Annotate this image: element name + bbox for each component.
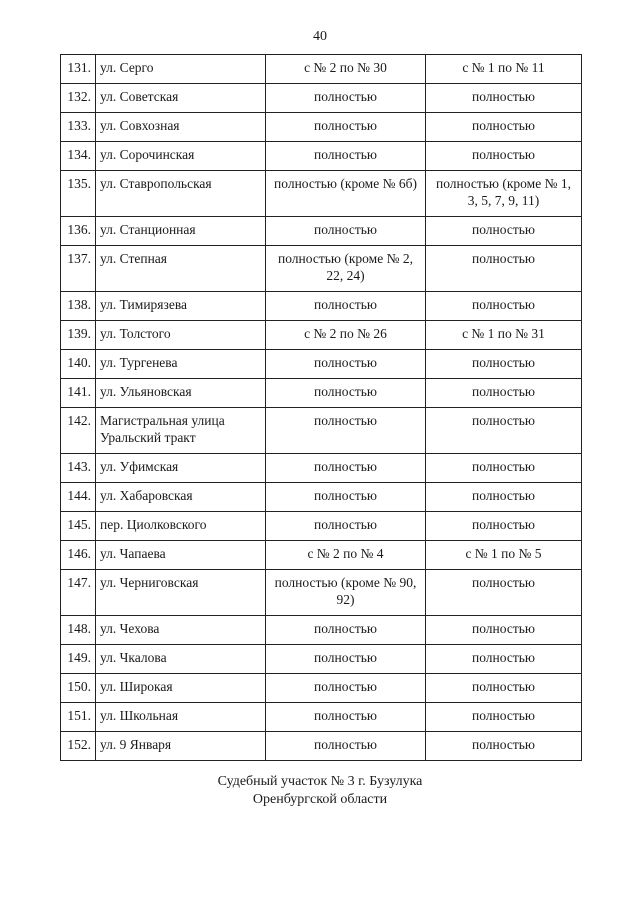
table-row — [61, 616, 582, 645]
street-table-body — [61, 55, 582, 761]
even-houses: с № 2 по № 26 — [266, 321, 426, 350]
table-row — [61, 732, 582, 761]
row-number: 138. — [61, 292, 96, 321]
even-houses: с № 2 по № 4 — [266, 541, 426, 570]
street-name: ул. Чехова — [96, 616, 266, 645]
table-row — [61, 246, 582, 292]
even-houses: полностью — [266, 292, 426, 321]
even-houses: полностью — [266, 512, 426, 541]
even-houses: полностью — [266, 350, 426, 379]
even-houses: полностью — [266, 379, 426, 408]
row-number: 152. — [61, 732, 96, 761]
odd-houses: полностью — [426, 616, 582, 645]
street-name: ул. Совхозная — [96, 113, 266, 142]
odd-houses: полностью — [426, 483, 582, 512]
street-name: ул. Ульяновская — [96, 379, 266, 408]
row-number: 132. — [61, 84, 96, 113]
table-row — [61, 55, 582, 84]
table-row — [61, 570, 582, 616]
street-name: ул. Советская — [96, 84, 266, 113]
street-name: ул. Степная — [96, 246, 266, 292]
odd-houses: с № 1 по № 5 — [426, 541, 582, 570]
odd-houses: с № 1 по № 31 — [426, 321, 582, 350]
odd-houses: полностью — [426, 512, 582, 541]
table-row — [61, 292, 582, 321]
even-houses: полностью — [266, 113, 426, 142]
table-row — [61, 84, 582, 113]
footer-line-1: Судебный участок № 3 г. Бузулука — [217, 774, 423, 789]
footer — [0, 773, 640, 809]
odd-houses: полностью — [426, 217, 582, 246]
table-row — [61, 483, 582, 512]
even-houses: полностью (кроме № 90, 92) — [266, 570, 426, 616]
table-row — [61, 142, 582, 171]
street-name: пер. Циолковского — [96, 512, 266, 541]
odd-houses: полностью — [426, 454, 582, 483]
table-row — [61, 113, 582, 142]
odd-houses: полностью — [426, 350, 582, 379]
odd-houses: полностью — [426, 84, 582, 113]
street-name: ул. Тимирязева — [96, 292, 266, 321]
street-name: ул. Станционная — [96, 217, 266, 246]
even-houses: полностью (кроме № 2, 22, 24) — [266, 246, 426, 292]
row-number: 134. — [61, 142, 96, 171]
street-name: ул. Школьная — [96, 703, 266, 732]
street-name: ул. Широкая — [96, 674, 266, 703]
row-number: 146. — [61, 541, 96, 570]
table-row — [61, 408, 582, 454]
even-houses: полностью — [266, 732, 426, 761]
odd-houses: полностью — [426, 732, 582, 761]
row-number: 131. — [61, 55, 96, 84]
even-houses: полностью — [266, 703, 426, 732]
street-name: ул. Ставропольская — [96, 171, 266, 217]
row-number: 147. — [61, 570, 96, 616]
row-number: 135. — [61, 171, 96, 217]
row-number: 140. — [61, 350, 96, 379]
table-row — [61, 350, 582, 379]
row-number: 137. — [61, 246, 96, 292]
even-houses: с № 2 по № 30 — [266, 55, 426, 84]
odd-houses: полностью — [426, 113, 582, 142]
even-houses: полностью — [266, 217, 426, 246]
even-houses: полностью (кроме № 6б) — [266, 171, 426, 217]
table-row — [61, 541, 582, 570]
row-number: 141. — [61, 379, 96, 408]
street-name: ул. 9 Января — [96, 732, 266, 761]
street-name: ул. Толстого — [96, 321, 266, 350]
odd-houses: полностью — [426, 292, 582, 321]
row-number: 148. — [61, 616, 96, 645]
row-number: 151. — [61, 703, 96, 732]
odd-houses: полностью (кроме № 1, 3, 5, 7, 9, 11) — [426, 171, 582, 217]
table-row — [61, 645, 582, 674]
row-number: 144. — [61, 483, 96, 512]
street-name: ул. Серго — [96, 55, 266, 84]
table-row — [61, 674, 582, 703]
row-number: 142. — [61, 408, 96, 454]
even-houses: полностью — [266, 408, 426, 454]
even-houses: полностью — [266, 142, 426, 171]
row-number: 149. — [61, 645, 96, 674]
odd-houses: полностью — [426, 379, 582, 408]
row-number: 145. — [61, 512, 96, 541]
page-number: 40 — [313, 29, 327, 44]
street-name: ул. Сорочинская — [96, 142, 266, 171]
odd-houses: полностью — [426, 645, 582, 674]
even-houses: полностью — [266, 616, 426, 645]
even-houses: полностью — [266, 674, 426, 703]
table-row — [61, 454, 582, 483]
street-name: ул. Тургенева — [96, 350, 266, 379]
table-row — [61, 171, 582, 217]
odd-houses: полностью — [426, 570, 582, 616]
odd-houses: полностью — [426, 246, 582, 292]
street-name: ул. Чапаева — [96, 541, 266, 570]
table-row — [61, 217, 582, 246]
row-number: 143. — [61, 454, 96, 483]
footer-line-2: Оренбургской области — [252, 792, 388, 807]
table-row — [61, 512, 582, 541]
even-houses: полностью — [266, 84, 426, 113]
even-houses: полностью — [266, 454, 426, 483]
even-houses: полностью — [266, 645, 426, 674]
table-row — [61, 379, 582, 408]
odd-houses: полностью — [426, 408, 582, 454]
odd-houses: полностью — [426, 142, 582, 171]
row-number: 150. — [61, 674, 96, 703]
table-row — [61, 703, 582, 732]
street-name: ул. Уфимская — [96, 454, 266, 483]
row-number: 139. — [61, 321, 96, 350]
street-name: ул. Чкалова — [96, 645, 266, 674]
street-name: Магистральная улица Уральский тракт — [96, 408, 266, 454]
even-houses: полностью — [266, 483, 426, 512]
row-number: 133. — [61, 113, 96, 142]
street-name: ул. Хабаровская — [96, 483, 266, 512]
odd-houses: полностью — [426, 703, 582, 732]
street-name: ул. Черниговская — [96, 570, 266, 616]
odd-houses: с № 1 по № 11 — [426, 55, 582, 84]
table-row — [61, 321, 582, 350]
street-table — [60, 54, 582, 761]
row-number: 136. — [61, 217, 96, 246]
odd-houses: полностью — [426, 674, 582, 703]
